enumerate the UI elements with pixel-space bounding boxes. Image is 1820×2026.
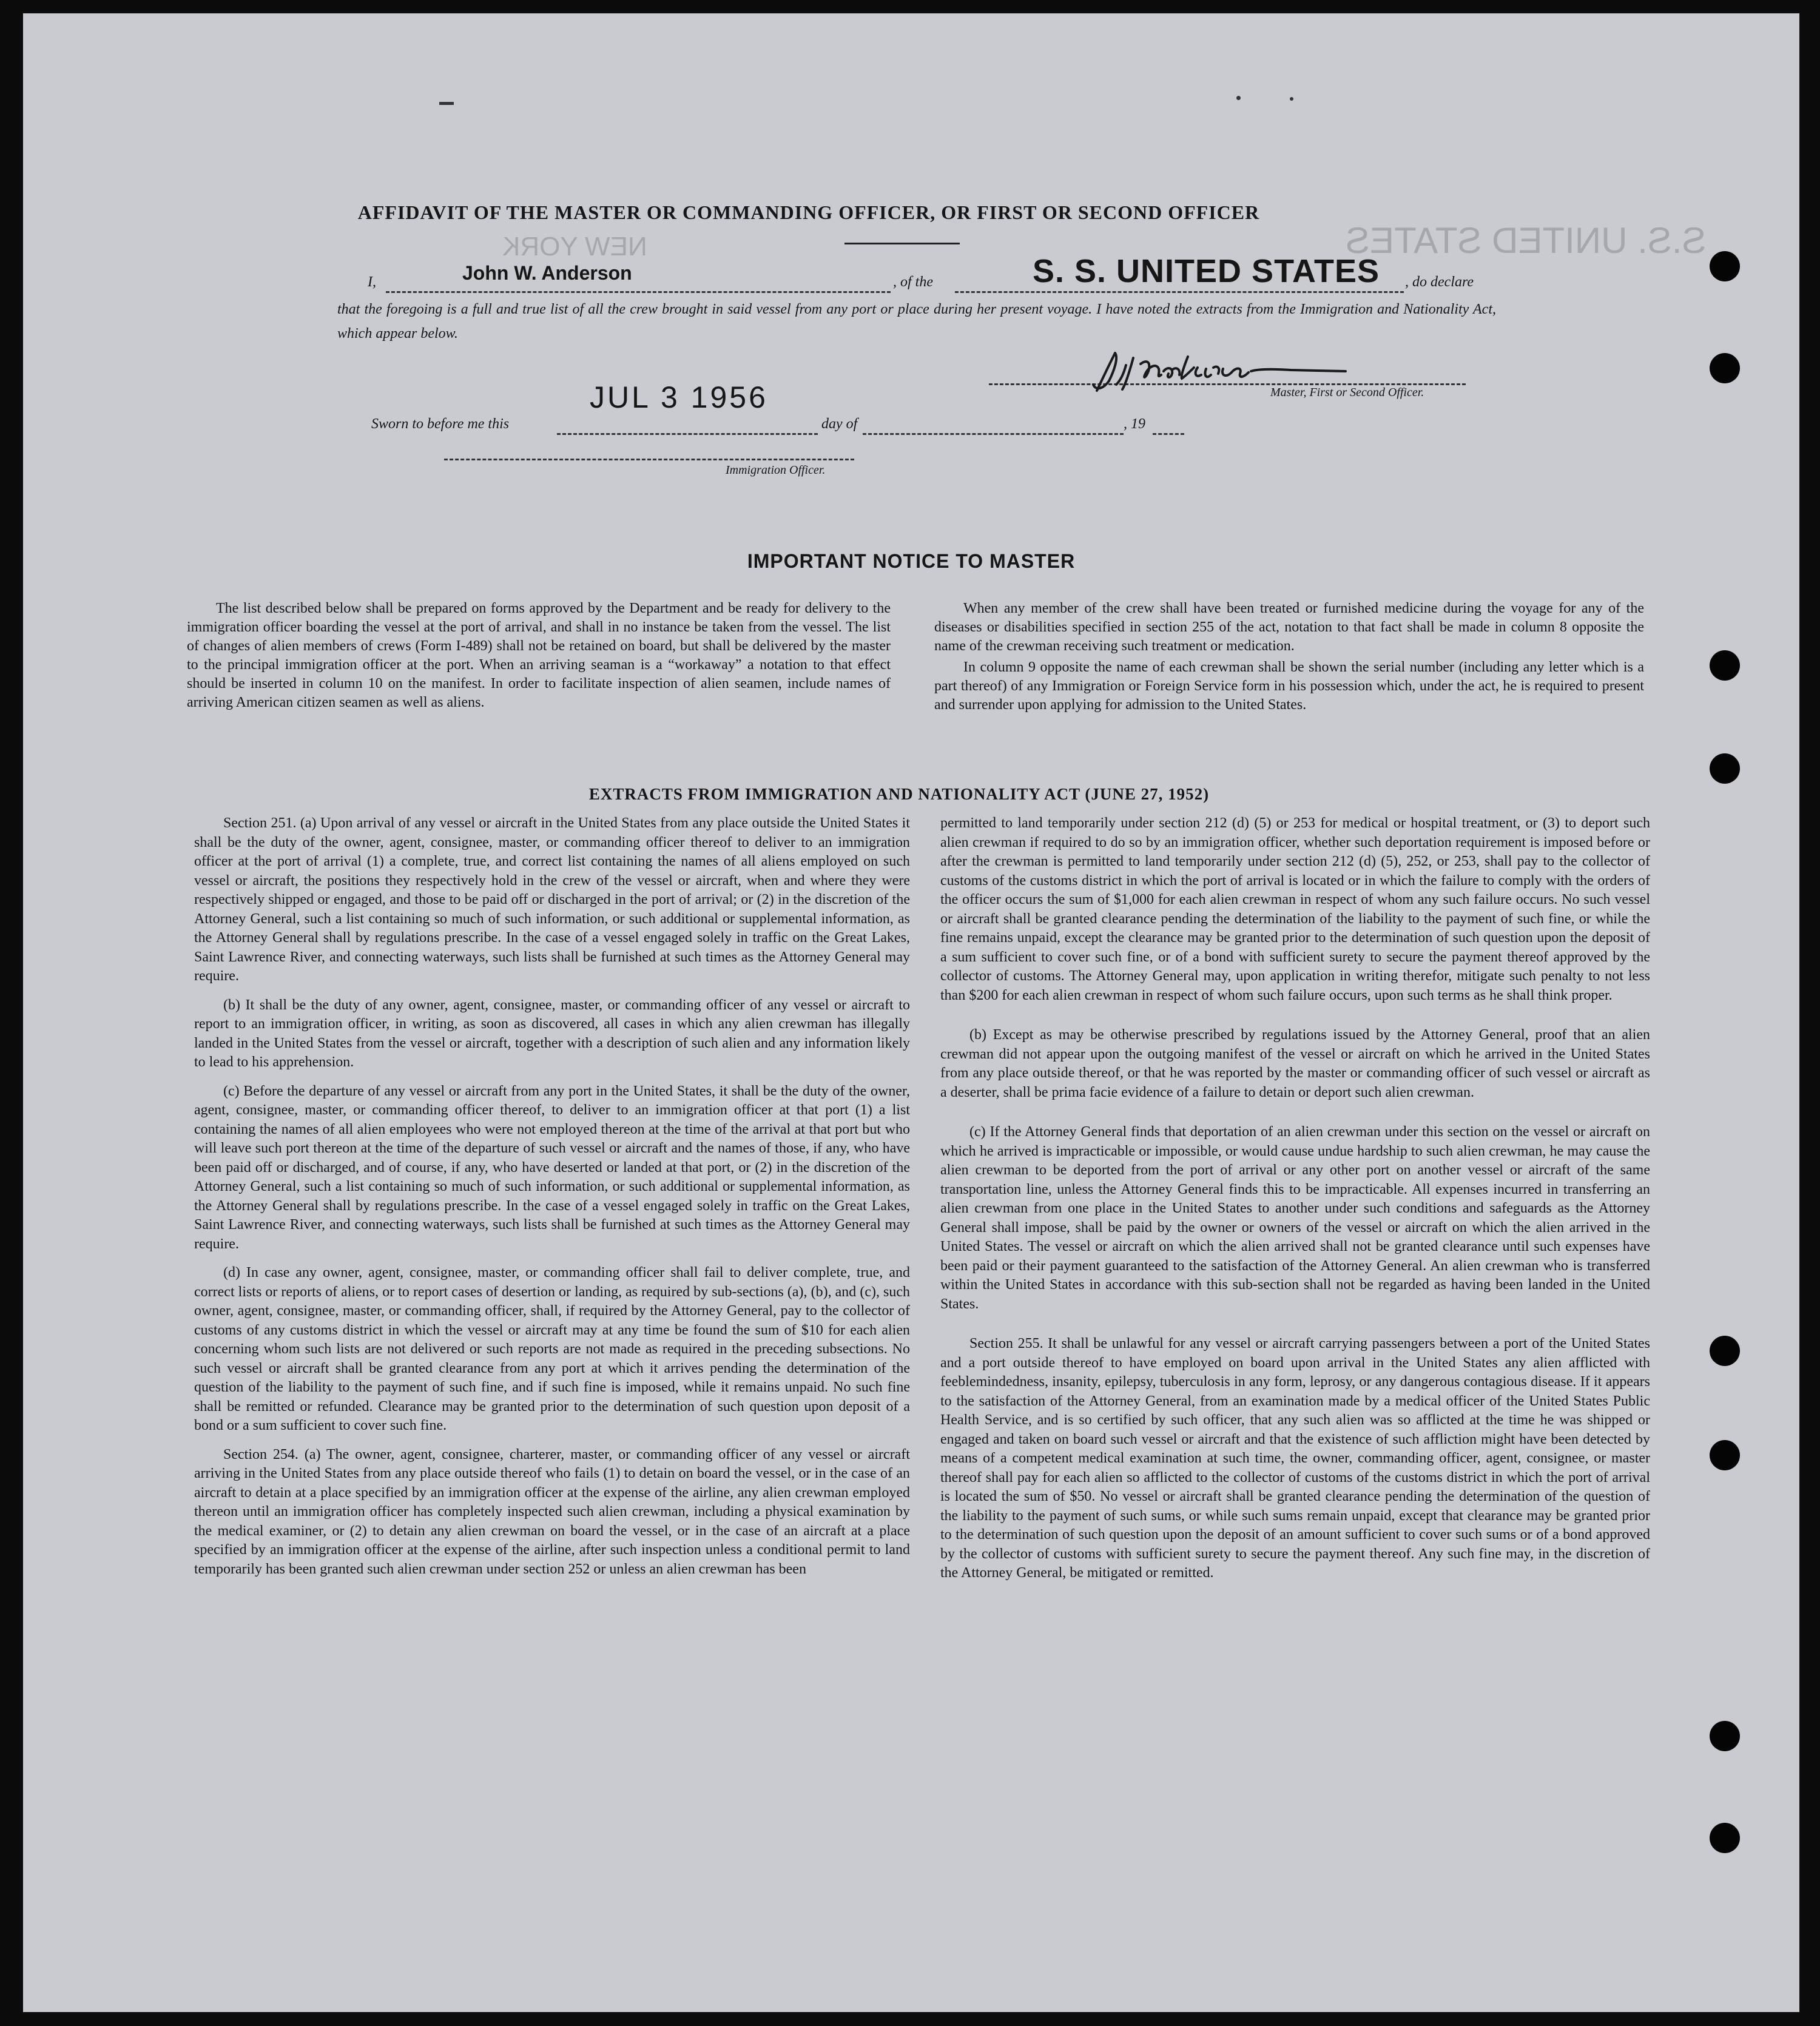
binder-hole-icon (1710, 650, 1740, 681)
extracts-left-column (194, 814, 910, 1589)
binder-hole-icon (1710, 353, 1740, 383)
notice-title: IMPORTANT NOTICE TO MASTER (747, 550, 1076, 572)
i-label: I, (368, 274, 376, 290)
binder-hole-icon (1710, 1721, 1740, 1751)
of-the-label: , of the (893, 274, 933, 290)
extracts-right-column (940, 814, 1650, 1593)
bleed-through-mark: NEW YORK (502, 232, 647, 261)
notice-left-paragraph (187, 599, 891, 712)
sworn-date-line (557, 433, 818, 435)
binder-hole-icon (1710, 753, 1740, 784)
binder-hole-icon (1710, 1336, 1740, 1366)
day-of-label: day of (821, 416, 858, 432)
section-255: Section 255. It shall be unlawful for any vessel or aircraft carrying passengers between a port of the United States and a port outside thereof to have employed on board upon arrival in the United States any alien afflicted with feeblemindedness, insanity, epilepsy, tuberculosis in any form, leprosy, or any dangerous contagious disease. If it appears to the satisfaction of the Attorney General, from an examination made by a medical officer of the United States Public Health Service, and is so certified by such officer, that any such alien was so afflicted at the time he was shipped or engaged and taken on board such vessel or aircraft and that the existence of such affliction might have been detected by means of a competent medical examination at such time, the owner, commanding officer, agent, consignee, or master thereof shall pay for each alien so afflicted to the collector of customs of the customs district in which the port of arrival is located the sum of $50. No vessel or aircraft shall be granted clearance pending the determination of the question of the liability to the payment of such sums, or while such sums remain unpaid, except that clearance may be granted prior to the determination of such question upon the deposit of an amount sufficient to cover such sums or of a bond approved by the collector of customs with sufficient surety to secure the payment thereof. Any such fine may, in the discretion of the Attorney General, be mitigated or remitted. (940, 1336, 1650, 1581)
month-line (863, 433, 1124, 435)
vessel-name: S. S. UNITED STATES (1033, 253, 1380, 289)
binder-hole-icon (1710, 1440, 1740, 1470)
section-254b: (b) Except as may be otherwise prescribed by regulations issued by the Attorney General, proof that an alien crewman did not appear upon the outgoing manifest of the vessel or aircraft on which he arrived in the United States from any place outside thereof, or that he was reported by the master or commanding officer of such vessel or aircraft as a deserter, shall be prima facie evidence of a failure to detain or deport such alien crewman. (940, 1027, 1650, 1100)
speck (1236, 96, 1241, 100)
document-page (23, 13, 1799, 2012)
affidavit-title: AFFIDAVIT OF THE MASTER OR COMMANDING OFFICER, OR FIRST OR SECOND OFFICER (357, 201, 1260, 223)
binder-hole-icon (1710, 1823, 1740, 1853)
section-251d: (d) In case any owner, agent, consignee, master, or commanding officer shall fail to deliver complete, true, and correct lists or reports of aliens, or to report cases of desertion or landing, as required by sub-sections (a), (b), and (c), such owner, agent, consignee, master, or commanding officer, shall, if required by the Attorney General, pay to the collector of customs of any customs district in which the vessel or aircraft may at any time be found the sum of $10 for each alien concerning whom such lists are not delivered or such reports are not made as required in the preceding subsections. No such vessel or aircraft shall be granted clearance from any port at which it arrives pending the determination of the question of the liability to the payment of such fine, and if such fine is imposed, while it remains unpaid. No such fine shall be remitted or refunded. Clearance may be granted prior to the determination of such question upon deposit of a bond or a sum sufficient to cover such fine. (194, 1265, 910, 1433)
do-declare-label: , do declare (1405, 274, 1474, 290)
sworn-date-stamp: JUL 3 1956 (590, 380, 768, 414)
notice-right-text-1: When any member of the crew shall have been treated or furnished medicine during the voyage for any of the diseases or disabilities specified in section 255 of the act, notation to that fact shall be made in column 8 opposite the name of the crewman receiving such treatment or medication. (934, 601, 1644, 654)
section-254c: (c) If the Attorney General finds that deportation of an alien crewman under this section on the vessel or aircraft on which he arrived is impracticable or impossible, or would cause undue hardship to such alien crewman, he may cause the alien crewman to be deported from the port of arrival or any other port on another vessel or aircraft of the same transportation line, unless the Attorney General finds this to be impracticable. All expenses incurred in transferring an alien crewman from one place in the United States to another under such conditions and safeguards as the Attorney General shall impose, shall be paid by the owner or owners of the vessel or aircraft on which the alien arrived in the United States. The vessel or aircraft on which the alien arrived shall not be granted clearance until such expenses have been paid or their payment guaranteed to the satisfaction of the Attorney General. An alien crewman who is transferred within the United States in accordance with this sub-section shall not be regarded as having been landed in the United States. (940, 1124, 1650, 1312)
extracts-title: EXTRACTS FROM IMMIGRATION AND NATIONALITY ACT (JUNE 27, 1952) (588, 785, 1210, 803)
section-254a: Section 254. (a) The owner, agent, consignee, charterer, master, or commanding officer of any vessel or aircraft arriving in the United States from any place outside thereof who fails (1) to detain on board the vessel, or in the case of an aircraft to detain at a place specified by an immigration officer at the expense of the airline, any alien crewman employed thereon until an immigration officer has completely inspected such alien crewman, including a physical examination by the medical examiner, or (2) to detain any alien crewman on board the vessel, or in the case of an aircraft at a place specified by an immigration officer at the expense of the airline, after such inspection unless a conditional permit to land temporarily has been granted such alien crewman under section 252 or unless an alien crewman has been (194, 1446, 910, 1577)
speck (439, 102, 454, 105)
vessel-line (955, 291, 1404, 293)
notice-right-paragraphs (934, 599, 1644, 715)
notice-left-text: The list described below shall be prepared on forms approved by the Department and be ready for delivery to the immigration officer boarding the vessel at the port of arrival, and shall in no instance be taken from the vessel. The list of changes of alien members of crews (Form I-489) shall not be retained on board, but shall be delivered by the master to the principal immigration officer at the port. When an arriving seaman is a “workaway” a notation to that effect should be inserted in column 10 on the manifest. In order to facilitate inspection of alien seamen, include names of arriving American citizen seamen as well as aliens. (187, 601, 891, 710)
speck (1290, 97, 1293, 101)
master-name: John W. Anderson (462, 262, 632, 284)
bleed-through-mark: S.S. UNITED STATES (1346, 220, 1707, 261)
section-251a: Section 251. (a) Upon arrival of any vessel or aircraft in the United States from any place outside the United States it shall be the duty of the owner, agent, consignee, master, or commanding officer thereof to deliver to an immigration officer at the port of arrival (1) a complete, true, and correct list containing the names of all aliens employed on such vessel or aircraft, the positions they respectively hold in the crew of the vessel or aircraft, when and where they were respectively shipped or engaged, and those to be paid off or discharged in the port of arrival; or (2) in the discretion of the Attorney General, such a list containing so much of such information, or such additional or supplemental information, as the Attorney General shall by regulations prescribe. In the case of a vessel engaged solely in traffic on the Great Lakes, Saint Lawrence River, and connecting waterways, such lists shall be furnished at such times as the Attorney General may require. (194, 815, 910, 984)
officer-caption: Immigration Officer. (726, 463, 826, 477)
signature-caption: Master, First or Second Officer. (1270, 386, 1424, 399)
section-251b: (b) It shall be the duty of any owner, agent, consignee, master, or commanding officer of any vessel or aircraft to report to an immigration officer, in writing, as soon as discovered, all cases in which any alien crewman has illegally landed in the United States from the vessel or aircraft, together with a description of such alien and any information likely to lead to his apprehension. (194, 997, 910, 1070)
section-254a-continued: permitted to land temporarily under section 212 (d) (5) or 253 for medical or hospital treatment, or (3) to deport such alien crewman if required to do so by an immigration officer, whether such deportation requirement is imposed before or after the crewman is permitted to land temporarily under section 212 (d) (5), 252, or 253, shall pay to the collector of customs of the customs district in which the port of arrival is located or in which the failure to comply with the orders of the officer occurs the sum of $1,000 for each alien crewman in respect of whom any such failure occurs. No such vessel or aircraft shall be granted clearance pending the determination of the liability to the payment of such fine, or while the fine remains unpaid, except the clearance may be granted prior to the determination of such question upon the deposit of a sum sufficient to cover such fine, or of a bond with sufficient surety to secure the payment thereof approved by the collector of customs. The Attorney General may, upon application in writing therefor, mitigate such penalty to not less than $200 for each alien crewman in respect of whom such failure occurs, upon such terms as he shall think proper. (940, 815, 1650, 1003)
title-rule (844, 243, 960, 244)
section-251c: (c) Before the departure of any vessel or aircraft from any port in the United States, it shall be the duty of the owner, agent, consignee, master, or commanding officer thereof, to deliver to an immigration officer at that port (1) a list containing the names of all alien employees who were not employed thereon at the time of the arrival at that port but who will leave such port thereon at the time of the departure of such vessel or aircraft and the names of those, if any, who have been paid off or discharged, and of course, if any, who have deserted or landed at that port, or (2) in the discretion of the Attorney General, such a list containing so much of such information, or such additional or supplemental information, as the Attorney General shall by regulations prescribe. In the case of a vessel engaged solely in traffic on the Great Lakes, Saint Lawrence River, and connecting waterways, such lists shall be furnished at such times as the Attorney General may require. (194, 1083, 910, 1252)
year-line (1153, 433, 1184, 435)
officer-signature-line (444, 459, 854, 460)
affidavit-statement: that the foregoing is a full and true list of all the crew brought in said vessel from any port or place during her present voyage. I have noted the extracts from the Immigration and Nationality Act, which appear below. (337, 301, 1496, 342)
notice-right-text-2: In column 9 opposite the name of each crewman shall be shown the serial number (including any letter which is a part thereof) of any Immigration or Foreign Service form in his possession which, under the act, he is required to present and surrender upon applying for admission to the United States. (934, 659, 1644, 713)
binder-hole-icon (1710, 251, 1740, 281)
year-prefix: , 19 (1124, 416, 1145, 432)
sworn-label: Sworn to before me this (371, 416, 510, 432)
name-line (386, 291, 891, 293)
